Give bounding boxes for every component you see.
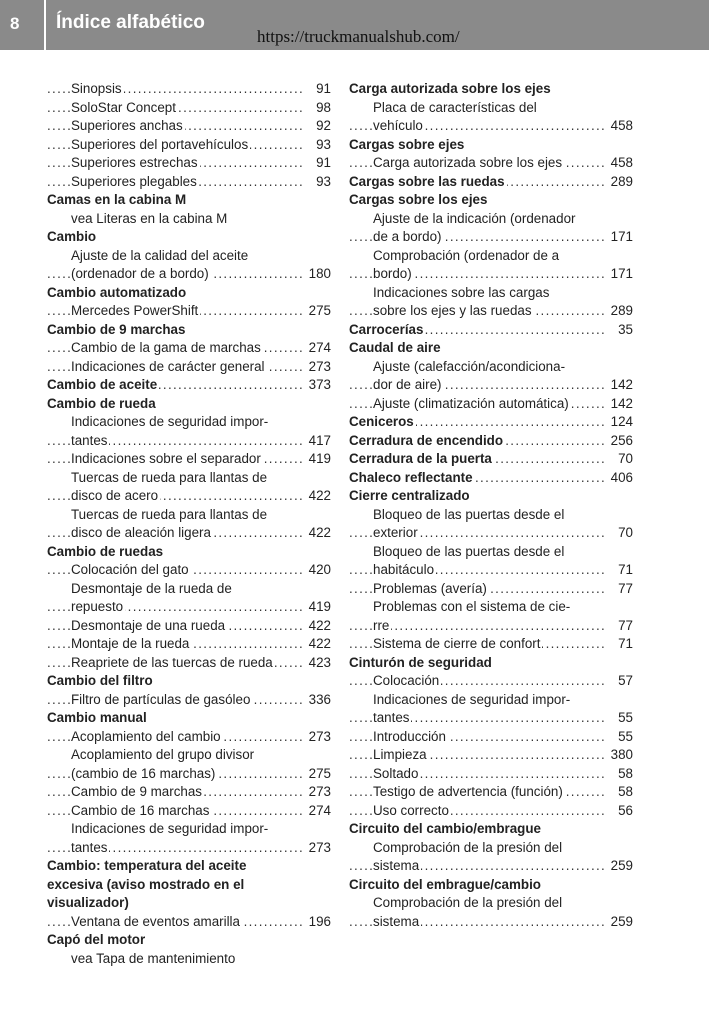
index-entry — [47, 99, 331, 118]
entry-text: Ajuste (climatización automática) — [373, 395, 569, 411]
entry-page-number: 373 — [305, 376, 331, 395]
index-entry — [47, 580, 331, 599]
index-entry — [47, 210, 331, 229]
entry-text: Acoplamiento del grupo divisor — [71, 747, 255, 762]
index-entry — [47, 561, 331, 580]
entry-text: habitáculo — [373, 562, 435, 577]
entry-text: Problemas con el sistema de cie- — [373, 599, 571, 614]
index-heading — [349, 191, 633, 210]
index-heading — [349, 469, 633, 488]
entry-page-number: 289 — [607, 173, 633, 192]
index-heading — [349, 432, 633, 451]
entry-text: disco de acero — [71, 488, 159, 503]
entry-text: Ajuste (calefacción/acondiciona- — [373, 358, 566, 374]
index-entry — [47, 247, 331, 266]
entry-text: sobre los ejes y las ruedas — [373, 303, 532, 318]
entry-text: Montaje de la rueda — [71, 636, 190, 651]
index-heading — [349, 820, 633, 839]
index-entry — [349, 561, 633, 580]
index-entry — [47, 302, 331, 321]
entry-text: Cargas sobre los ejes — [349, 192, 488, 207]
index-heading — [47, 709, 331, 728]
entry-text: Cambio de ruedas — [47, 543, 164, 559]
index-entry — [47, 339, 331, 358]
index-entry — [47, 524, 331, 543]
entry-page-number: 124 — [607, 413, 633, 432]
entry-page-number: 420 — [305, 561, 331, 580]
entry-page-number: 58 — [614, 765, 633, 784]
index-heading — [47, 228, 331, 247]
index-entry — [349, 358, 633, 377]
index-entry — [47, 487, 331, 506]
index-heading — [349, 80, 633, 99]
index-entry — [47, 654, 331, 673]
index-heading — [349, 321, 633, 340]
entry-page-number: 56 — [614, 802, 633, 821]
entry-text: Ceniceros — [349, 414, 414, 429]
entry-text: Cargas sobre las ruedas — [349, 173, 505, 189]
index-entry — [349, 709, 633, 728]
entry-text: Colocación — [373, 673, 440, 688]
entry-text: Bloqueo de las puertas desde el — [373, 506, 565, 522]
index-entry — [349, 302, 633, 321]
entry-text: rre — [373, 617, 390, 633]
entry-text: Cambio manual — [47, 710, 147, 725]
index-entry — [47, 913, 331, 932]
entry-text: Cargas sobre ejes — [349, 136, 465, 152]
entry-text: Camas en la cabina M — [47, 192, 187, 207]
entry-text: tantes — [71, 839, 108, 855]
index-entry — [349, 672, 633, 691]
entry-text: Indicaciones de seguridad impor- — [373, 691, 571, 707]
index-entry — [47, 783, 331, 802]
index-heading — [349, 136, 633, 155]
index-column-right — [349, 80, 633, 931]
entry-text: Superiores del portavehículos — [71, 136, 249, 152]
entry-text: disco de aleación ligera — [71, 525, 211, 540]
entry-text: Superiores anchas — [71, 118, 183, 133]
entry-page-number: 380 — [607, 746, 633, 765]
entry-text: SoloStar Concept — [71, 99, 176, 115]
entry-text: sistema — [373, 858, 420, 873]
index-entry — [349, 395, 633, 414]
entry-page-number: 273 — [305, 728, 331, 747]
index-entry — [349, 617, 633, 636]
entry-text: Cierre centralizado — [349, 488, 470, 503]
entry-text: Ajuste de la indicación (ordenador — [373, 210, 576, 226]
entry-page-number: 274 — [305, 339, 331, 358]
entry-text: Cambio del filtro — [47, 673, 153, 688]
entry-page-number: 142 — [607, 395, 633, 414]
entry-text: Limpieza — [373, 747, 427, 762]
index-entry — [47, 728, 331, 747]
index-heading — [349, 450, 633, 469]
index-entry — [349, 783, 633, 802]
index-entry — [349, 265, 633, 284]
entry-text: Cambio — [47, 229, 97, 244]
entry-text: Cambio de la gama de marchas — [71, 340, 261, 355]
index-entry — [47, 635, 331, 654]
entry-page-number: 423 — [305, 654, 331, 673]
entry-text: Ajuste de la calidad del aceite — [71, 247, 249, 263]
entry-text: dor de aire) — [373, 377, 442, 392]
index-entry — [47, 746, 331, 765]
entry-page-number: 274 — [305, 802, 331, 821]
entry-page-number: 171 — [607, 265, 633, 284]
entry-page-number: 77 — [614, 617, 633, 636]
entry-text: Indicaciones de carácter general — [71, 358, 265, 374]
entry-text: Problemas (avería) — [373, 580, 487, 596]
entry-page-number: 289 — [607, 302, 633, 321]
entry-text: Desmontaje de una rueda — [71, 617, 226, 633]
entry-text: tantes — [71, 432, 108, 448]
header-divider — [44, 0, 46, 50]
entry-page-number: 422 — [305, 524, 331, 543]
entry-text: Capó del motor — [47, 932, 146, 947]
index-heading — [47, 857, 331, 876]
entry-page-number: 171 — [607, 228, 633, 247]
index-heading — [349, 876, 633, 895]
index-heading — [349, 339, 633, 358]
index-heading — [47, 894, 331, 913]
index-entry — [47, 802, 331, 821]
entry-page-number: 180 — [305, 265, 331, 284]
entry-text: Chaleco reflectante — [349, 469, 473, 485]
entry-page-number: 196 — [305, 913, 331, 932]
entry-page-number: 57 — [614, 672, 633, 691]
index-entry — [47, 598, 331, 617]
index-entry — [47, 432, 331, 451]
index-heading — [47, 284, 331, 303]
entry-text: Soltado — [373, 765, 419, 781]
entry-text: Cerradura de la puerta — [349, 451, 492, 466]
index-entry — [349, 913, 633, 932]
index-entry — [47, 506, 331, 525]
entry-page-number: 256 — [607, 432, 633, 451]
entry-page-number: 98 — [312, 99, 331, 118]
index-column-left — [47, 80, 331, 968]
entry-page-number: 419 — [305, 598, 331, 617]
entry-text: Indicaciones de seguridad impor- — [71, 821, 269, 836]
index-entry — [47, 469, 331, 488]
index-entry — [47, 265, 331, 284]
entry-text: repuesto — [71, 599, 124, 614]
entry-text: Circuito del embrague/cambio — [349, 876, 541, 892]
entry-text: Cambio de rueda — [47, 395, 156, 411]
entry-page-number: 55 — [614, 709, 633, 728]
index-entry — [349, 284, 633, 303]
entry-text: Carga autorizada sobre los ejes — [373, 155, 563, 170]
entry-page-number: 275 — [305, 765, 331, 784]
entry-page-number: 71 — [614, 561, 633, 580]
page-header — [0, 0, 709, 50]
entry-page-number: 93 — [312, 173, 331, 192]
entry-text: Tuercas de rueda para llantas de — [71, 506, 268, 522]
entry-text: vea Tapa de mantenimiento — [71, 950, 236, 966]
index-entry — [47, 136, 331, 155]
index-entry — [349, 746, 633, 765]
entry-page-number: 93 — [312, 136, 331, 155]
entry-text: sistema — [373, 913, 420, 929]
entry-text: Reapriete de las tuercas de rueda — [71, 654, 273, 670]
entry-text: visualizador) — [47, 895, 129, 910]
entry-text: Cambio automatizado — [47, 284, 187, 300]
entry-text: Cambio de aceite — [47, 377, 158, 392]
entry-page-number: 259 — [607, 913, 633, 932]
entry-page-number: 77 — [614, 580, 633, 599]
index-entry — [349, 691, 633, 710]
index-entry — [349, 635, 633, 654]
page-number: 8 — [10, 14, 20, 33]
entry-page-number: 419 — [305, 450, 331, 469]
index-heading — [47, 321, 331, 340]
entry-page-number: 70 — [614, 524, 633, 543]
index-entry — [47, 358, 331, 377]
index-entry — [349, 802, 633, 821]
entry-text: Superiores plegables — [71, 173, 197, 189]
entry-page-number: 422 — [305, 617, 331, 636]
entry-text: Cinturón de seguridad — [349, 654, 492, 670]
entry-text: tantes — [373, 710, 410, 725]
index-entry — [349, 857, 633, 876]
index-heading — [349, 487, 633, 506]
entry-text: Cambio de 16 marchas — [71, 802, 210, 818]
index-entry — [349, 154, 633, 173]
entry-page-number: 259 — [607, 857, 633, 876]
page-title: Índice alfabético — [56, 12, 205, 33]
index-entry — [349, 543, 633, 562]
index-entry — [47, 950, 331, 969]
entry-text: Uso correcto — [373, 802, 449, 818]
entry-text: Sinopsis — [71, 81, 122, 96]
entry-page-number: 422 — [305, 635, 331, 654]
index-entry — [47, 839, 331, 858]
index-entry — [47, 820, 331, 839]
entry-page-number: 55 — [614, 728, 633, 747]
index-heading — [47, 395, 331, 414]
entry-text: Superiores estrechas — [71, 155, 198, 170]
entry-text: Circuito del cambio/embrague — [349, 821, 541, 836]
index-entry — [47, 691, 331, 710]
index-entry — [349, 765, 633, 784]
entry-text: Ventana de eventos amarilla — [71, 913, 240, 929]
index-entry — [349, 524, 633, 543]
entry-text: Acoplamiento del cambio — [71, 728, 221, 744]
entry-text: (ordenador de a bordo) — [71, 266, 209, 281]
entry-text: Comprobación de la presión del — [373, 839, 563, 855]
index-entry — [349, 117, 633, 136]
index-heading — [349, 173, 633, 192]
entry-text: Mercedes PowerShift — [71, 303, 199, 318]
index-entry — [349, 247, 633, 266]
entry-text: Sistema de cierre de confort — [373, 636, 541, 651]
index-entry — [349, 228, 633, 247]
entry-page-number: 91 — [312, 154, 331, 173]
index-entry — [47, 80, 331, 99]
entry-text: Caudal de aire — [349, 340, 441, 355]
entry-text: Indicaciones de seguridad impor- — [71, 414, 269, 429]
entry-text: de a bordo) — [373, 229, 442, 244]
entry-text: Cambio: temperatura del aceite — [47, 858, 247, 873]
entry-page-number: 336 — [305, 691, 331, 710]
entry-page-number: 273 — [305, 358, 331, 377]
entry-page-number: 458 — [607, 117, 633, 136]
index-entry — [47, 765, 331, 784]
entry-text: Colocación del gato — [71, 562, 189, 577]
entry-page-number: 458 — [607, 154, 633, 173]
entry-page-number: 71 — [614, 635, 633, 654]
entry-page-number: 92 — [312, 117, 331, 136]
entry-text: (cambio de 16 marchas) — [71, 765, 216, 781]
entry-text: Cerradura de encendido — [349, 432, 504, 448]
entry-text: Indicaciones sobre el separador — [71, 451, 261, 466]
entry-page-number: 70 — [614, 450, 633, 469]
index-heading — [47, 672, 331, 691]
index-heading — [349, 654, 633, 673]
entry-text: vehículo — [373, 118, 423, 133]
entry-page-number: 417 — [305, 432, 331, 451]
entry-text: Comprobación de la presión del — [373, 895, 563, 910]
index-entry — [349, 728, 633, 747]
entry-text: Indicaciones sobre las cargas — [373, 284, 550, 300]
entry-page-number: 91 — [312, 80, 331, 99]
index-entry — [349, 376, 633, 395]
index-heading — [47, 191, 331, 210]
index-entry — [349, 598, 633, 617]
index-entry — [47, 117, 331, 136]
index-heading — [47, 543, 331, 562]
entry-text: Carrocerías — [349, 321, 424, 337]
entry-page-number: 142 — [607, 376, 633, 395]
entry-text: Desmontaje de la rueda de — [71, 580, 232, 596]
index-heading — [47, 876, 331, 895]
index-entry — [349, 210, 633, 229]
index-entry — [47, 413, 331, 432]
entry-text: Cambio de 9 marchas — [47, 321, 186, 337]
entry-text: Placa de características del — [373, 99, 537, 115]
index-heading — [47, 376, 331, 395]
entry-page-number: 273 — [305, 839, 331, 858]
entry-text: Comprobación (ordenador de a — [373, 247, 560, 263]
source-url: https://truckmanualshub.com/ — [257, 27, 460, 46]
entry-text: excesiva (aviso mostrado en el — [47, 876, 245, 892]
entry-text: bordo) — [373, 266, 412, 281]
entry-text: Carga autorizada sobre los ejes — [349, 81, 551, 96]
index-entry — [349, 580, 633, 599]
index-entry — [47, 450, 331, 469]
entry-page-number: 406 — [607, 469, 633, 488]
index-heading — [47, 931, 331, 950]
index-entry — [47, 617, 331, 636]
index-entry — [349, 839, 633, 858]
index-entry — [349, 99, 633, 118]
entry-page-number: 35 — [614, 321, 633, 340]
index-entry — [47, 173, 331, 192]
entry-text: exterior — [373, 525, 418, 540]
entry-page-number: 422 — [305, 487, 331, 506]
entry-text: Tuercas de rueda para llantas de — [71, 469, 268, 485]
entry-text: Testigo de advertencia (función) — [373, 784, 563, 799]
index-entry — [47, 154, 331, 173]
index-entry — [349, 506, 633, 525]
entry-text: Bloqueo de las puertas desde el — [373, 543, 565, 559]
index-heading — [349, 413, 633, 432]
entry-text: Filtro de partículas de gasóleo — [71, 691, 251, 707]
entry-page-number: 273 — [305, 783, 331, 802]
entry-text: Cambio de 9 marchas — [71, 784, 202, 799]
index-entry — [349, 894, 633, 913]
entry-page-number: 58 — [614, 783, 633, 802]
entry-text: vea Literas en la cabina M — [71, 210, 228, 226]
entry-text: Introducción — [373, 728, 446, 744]
entry-page-number: 275 — [305, 302, 331, 321]
